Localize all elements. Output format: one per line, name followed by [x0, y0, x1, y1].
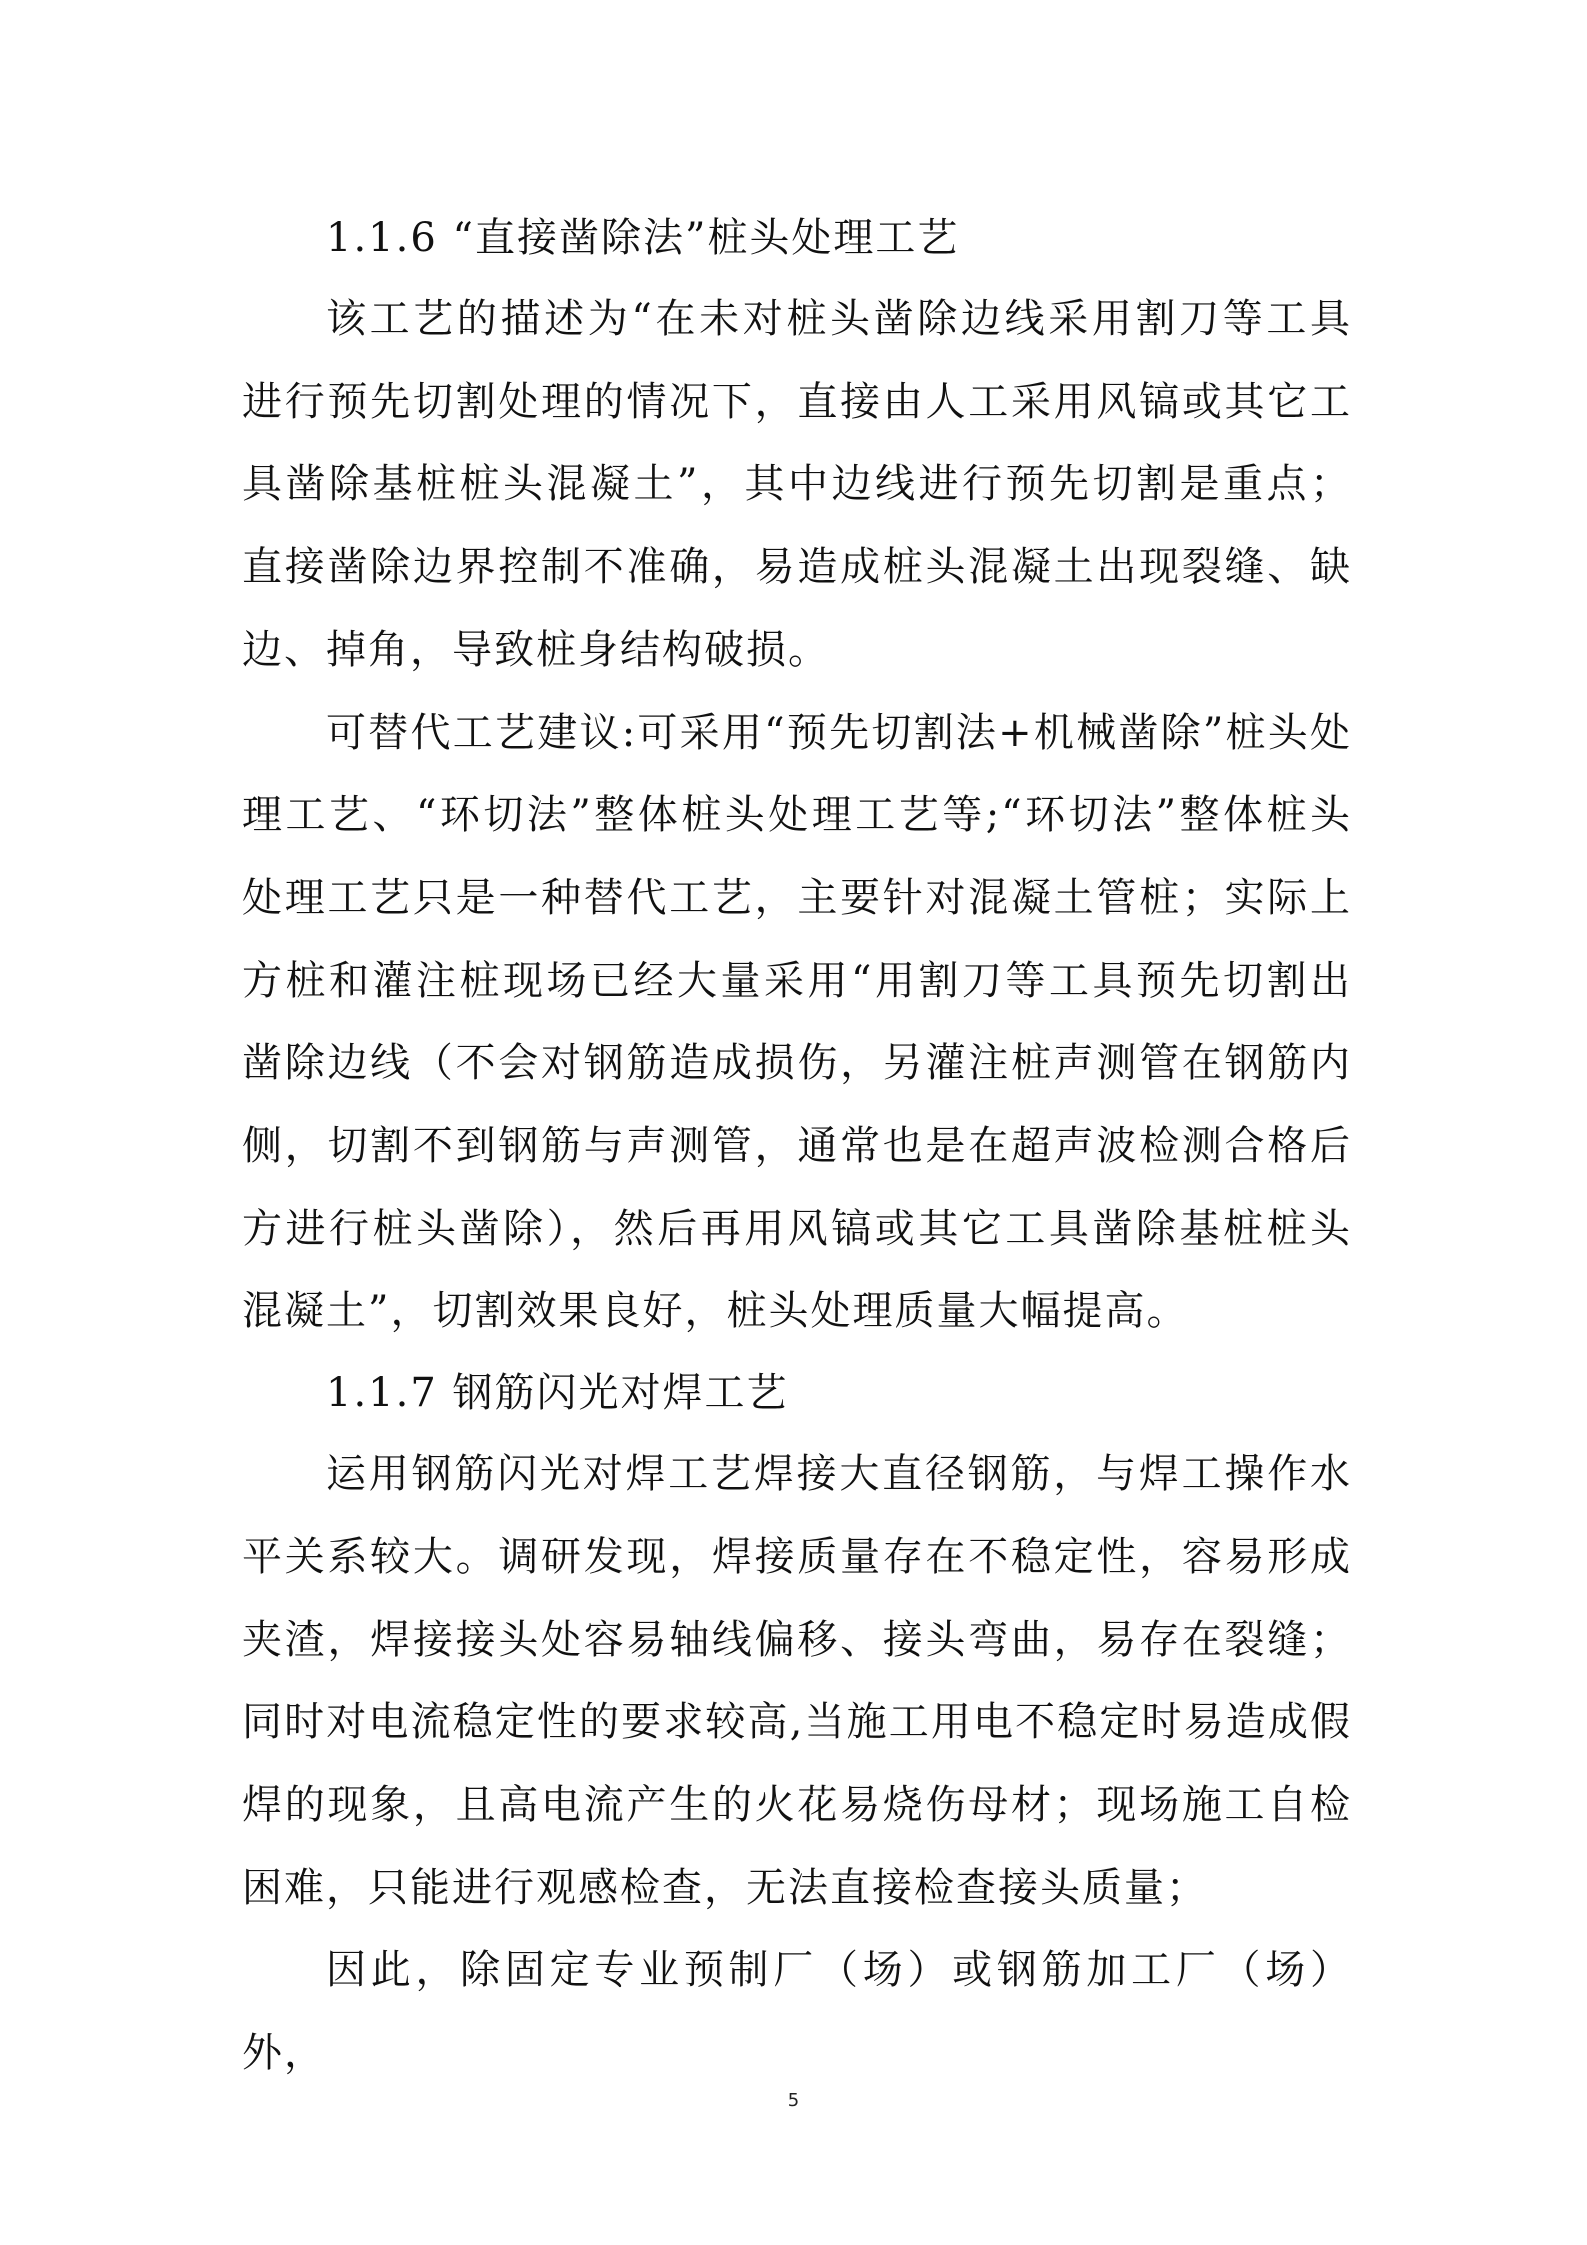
- section-heading-1-1-6: 1.1.6 “直接凿除法”桩头处理工艺: [326, 215, 960, 261]
- page-number: 5: [787, 2090, 800, 2111]
- paragraph-therefore: 因此，除固定专业预制厂（场）或钢筋加工厂（场）外，: [242, 1947, 1352, 2077]
- section-heading-1-1-7: 1.1.7 钢筋闪光对焊工艺: [326, 1370, 789, 1417]
- paragraph-flash-butt-welding: 运用钢筋闪光对焊工艺焊接大直径钢筋，与焊工操作水平关系较大。调研发现，焊接质量存在不稳定性，容易形成夹渣，焊接接头处容易轴线偏移、接头弯曲，易存在裂缝；同时对电流稳定性的要求较高,当施工用电不稳定时易造成假焊的现象，且高电流产生的火花易烧伤母材；现场施工自检困难，只能进行观感检查，无法直接检查接头质量；: [242, 1451, 1352, 1911]
- paragraph-process-description: 该工艺的描述为“在未对桩头凿除边线采用割刀等工具进行预先切割处理的情况下，直接由人工采用风镐或其它工具凿除基桩桩头混凝土”，其中边线进行预先切割是重点；直接凿除边界控制不准确，易造成桩头混凝土出现裂缝、缺边、掉角，导致桩身结构破损。: [242, 296, 1352, 673]
- document-body: [242, 198, 1352, 2095]
- paragraph-alternative-process: 可替代工艺建议:可采用“预先切割法+机械凿除”桩头处理工艺、“环切法”整体桩头处理工艺等;“环切法”整体桩头处理工艺只是一种替代工艺，主要针对混凝土管桩；实际上方桩和灌注桩现场已经大量采用“用割刀等工具预先切割出凿除边线（不会对钢筋造成损伤，另灌注桩声测管在钢筋内侧，切割不到钢筋与声测管，通常也是在超声波检测合格后方进行桩头凿除），然后再用风镐或其它工具凿除基桩桩头混凝土”，切割效果良好，桩头处理质量大幅提高。: [242, 709, 1352, 1335]
